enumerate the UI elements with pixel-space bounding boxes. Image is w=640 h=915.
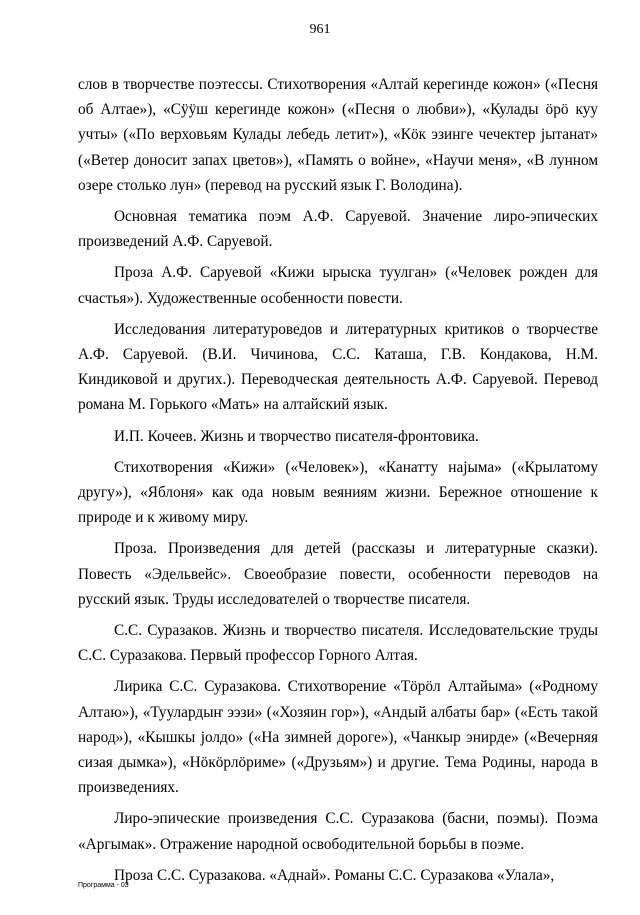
paragraph-7: Проза. Произведения для детей (рассказы и литературные сказки). Повесть «Эдельвейс». Своеобразие повести, особенности переводов на русский язык. Труды исследователей о творчестве писателя. (78, 540, 598, 608)
paragraph-2: Основная тематика поэм А.Ф. Саруевой. Значение лиро-эпических произведений А.Ф. Саруевой. (78, 208, 598, 251)
paragraph-9: Лирика С.С. Суразакова. Стихотворение «Тӧрӧл Алтайыма» («Родному Алтаю»), «Туулардыҥ ээзи» («Хозяин гор»), «Андый албаты бар» («Есть такой народ»), «Кышкы јолдо» («На зимней дороге»), «Чанкыр энирде» («Вечерняя сизая дымка»), «Нӧкӧрлӧриме» («Друзьям») и другие. Тема Родины, народа в произведениях. (78, 678, 598, 797)
paragraph-4: Исследования литературоведов и литературных критиков о творчестве А.Ф. Саруевой. (В.И. Чичинова, С.С. Каташа, Г.В. Кондакова, Н.М. Киндиковой и других.). Переводческая деятельность А.Ф. Саруевой. Перевод романа М. Горького «Мать» на алтайский язык. (78, 320, 598, 414)
page-body (78, 72, 598, 894)
paragraph-6: Стихотворения «Кижи» («Человек»), «Канатту најыма» («Крылатому другу»), «Яблоня» как ода новым веяниям жизни. Бережное отношение к природе и к живому миру. (78, 458, 598, 527)
paragraph-8: С.С. Суразаков. Жизнь и творчество писателя. Исследовательские труды С.С. Суразакова. Первый профессор Горного Алтая. (78, 622, 598, 665)
page-number: 961 (309, 22, 331, 37)
paragraph-3: Проза А.Ф. Саруевой «Кижи ырыска туулган» («Человек рожден для счастья»). Художественные особенности повести. (78, 264, 598, 307)
paragraph-11: Проза С.С. Суразакова. «Аднай». Романы С.С. Суразакова «Улала», (114, 866, 555, 884)
paragraph-10: Лиро-эпические произведения С.С. Суразакова (басни, поэмы). Поэма «Аргымак». Отражение народной освободительной борьбы в поэме. (78, 810, 598, 853)
paragraph-5: И.П. Кочеев. Жизнь и творчество писателя-фронтовика. (114, 427, 479, 445)
paragraph-1: слов в творчестве поэтессы. Стихотворения «Алтай керегинде кожон» («Песня об Алтае»), «Сÿÿш керегинде кожон» («Песня о любви»), «Кулады ӧрӧ куу учты» («По верховьям Кулады лебедь летит»), «Кӧк эзинге чечектер јытанат» («Ветер доносит запах цветов»), «Память о войне», «Научи меня», «В лунном озере столько лун» (перевод на русский язык Г. Володина). (78, 76, 598, 194)
footer-label: Программа - 03 (78, 882, 129, 889)
